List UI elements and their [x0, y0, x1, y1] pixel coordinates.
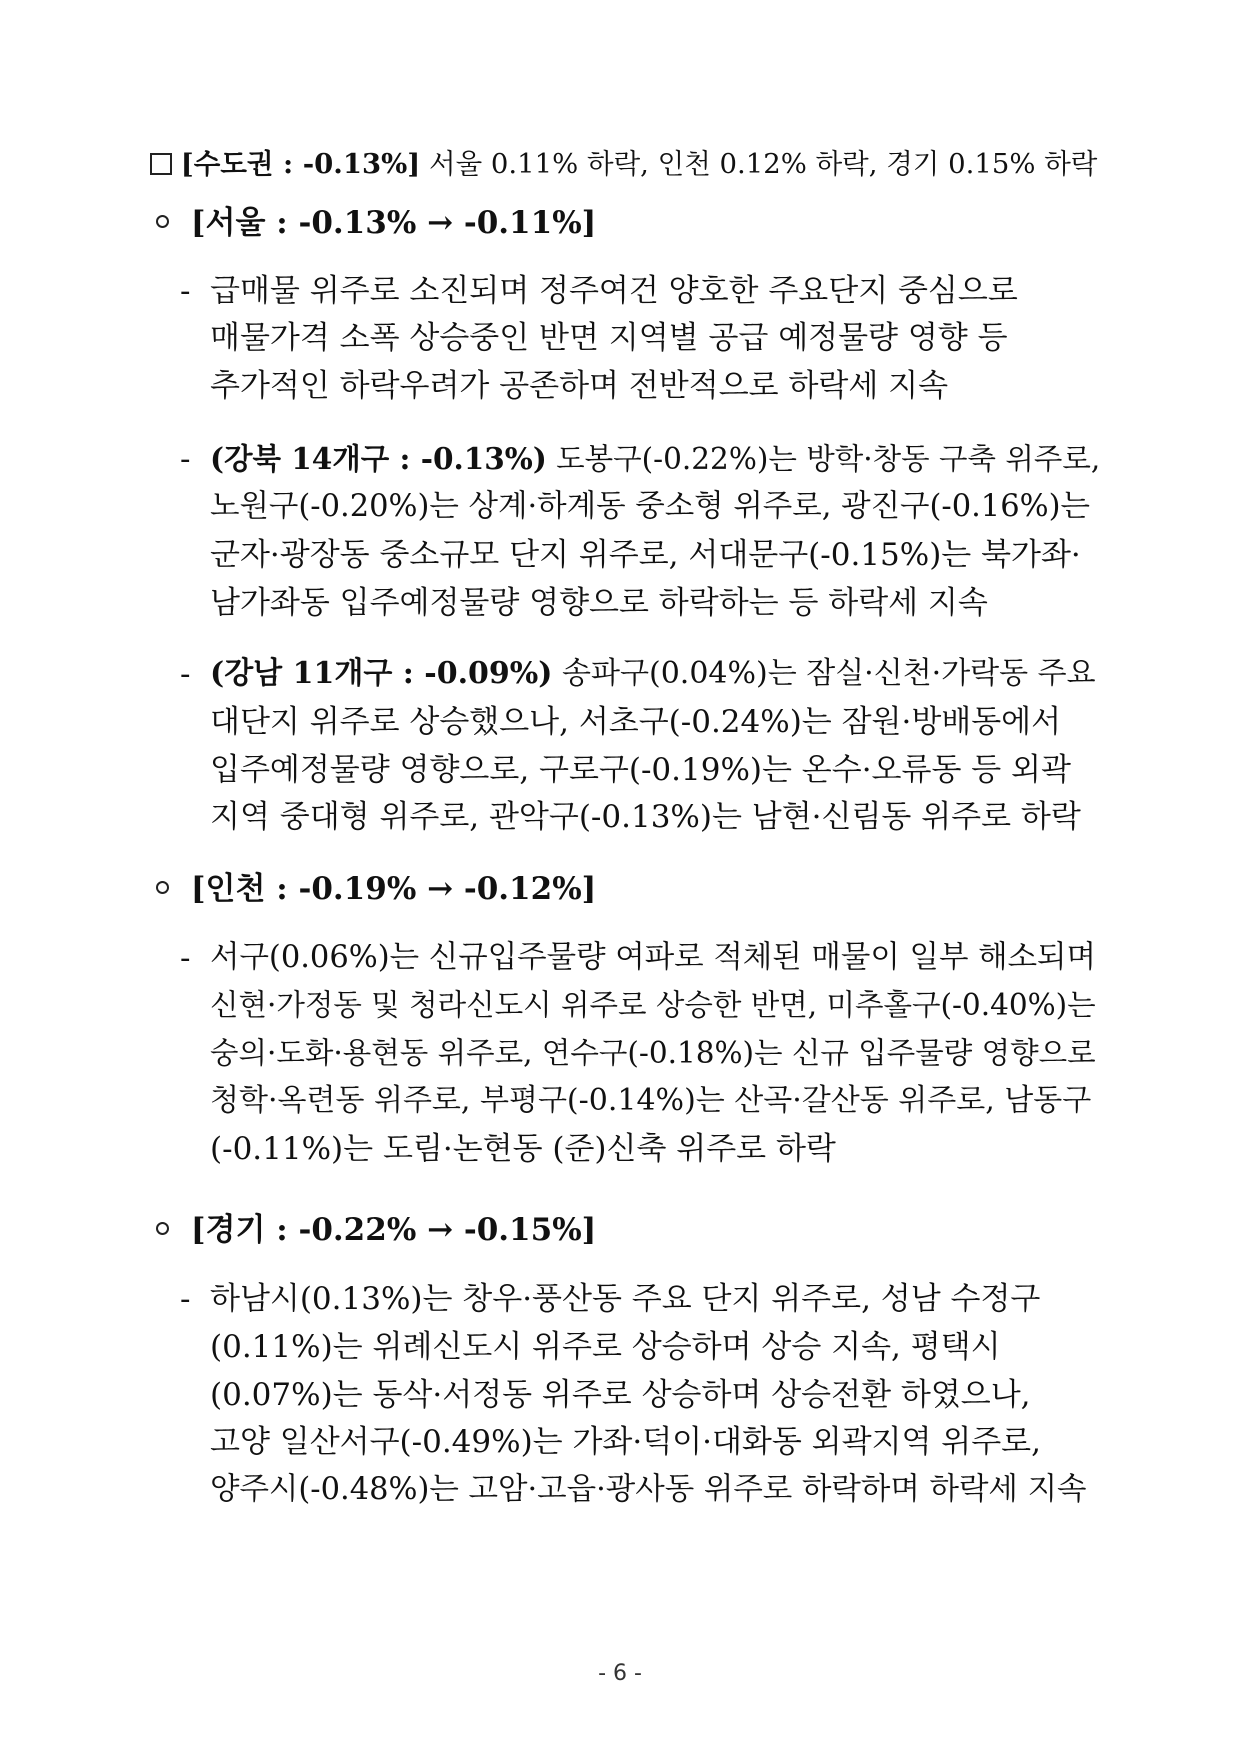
page-number: - 6 - [598, 1661, 642, 1686]
incheon-header [156, 869, 596, 909]
gangbuk-line1 [210, 439, 1101, 479]
dash-bullet: - [180, 940, 191, 976]
dash-bullet: - [180, 656, 191, 692]
capital-header [150, 144, 1098, 184]
incheon-line4: 청학·옥련동 위주로, 부평구(-0.14%)는 산곡·갈산동 위주로, 남동구 [210, 1083, 1092, 1118]
incheon-line2: 신현·가정동 및 청라신도시 위주로 상승한 반면, 미추홀구(-0.40%)는 [210, 988, 1096, 1022]
capital-text: 서울 0.11% 하락, 인천 0.12% 하락, 경기 0.15% 하락 [429, 148, 1098, 180]
gyeonggi-label: [경기 : -0.22% → -0.15%] [190, 1212, 597, 1248]
circle-bullet-icon [156, 1222, 169, 1235]
square-bullet-icon [150, 153, 172, 175]
seoul-header [156, 203, 596, 243]
seoul-bullet1-line1: 급매물 위주로 소진되며 정주여건 양호한 주요단지 중심으로 [210, 273, 1018, 309]
capital-label: [수도권 : -0.13%] [180, 148, 421, 180]
gangbuk-line1-text: 도봉구(-0.22%)는 방학·창동 구축 위주로, [556, 442, 1101, 476]
gyeonggi-line2: (0.11%)는 위례신도시 위주로 상승하며 상승 지속, 평택시 [210, 1329, 1001, 1365]
gangbuk-line4: 남가좌동 입주예정물량 영향으로 하락하는 등 하락세 지속 [210, 585, 988, 621]
gangnam-line3: 입주예정물량 영향으로, 구로구(-0.19%)는 온수·오류동 등 외곽 [210, 752, 1071, 788]
dash-bullet: - [180, 273, 191, 309]
gangbuk-label: (강북 14개구 : -0.13%) [210, 441, 547, 476]
gangbuk-line2: 노원구(-0.20%)는 상계·하계동 중소형 위주로, 광진구(-0.16%)는 [210, 489, 1090, 524]
gyeonggi-line1: 하남시(0.13%)는 창우·풍산동 주요 단지 위주로, 성남 수정구 [210, 1281, 1041, 1317]
incheon-label: [인천 : -0.19% → -0.12%] [190, 871, 597, 907]
gyeonggi-line4: 고양 일산서구(-0.49%)는 가좌·덕이·대화동 외곽지역 위주로, [210, 1424, 1041, 1460]
gangnam-line1-text: 송파구(0.04%)는 잠실·신천·가락동 주요 [562, 656, 1096, 691]
seoul-bullet1-line3: 추가적인 하락우려가 공존하며 전반적으로 하락세 지속 [210, 368, 949, 404]
gyeonggi-line5: 양주시(-0.48%)는 고암·고읍·광사동 위주로 하락하며 하락세 지속 [210, 1472, 1087, 1507]
seoul-bullet1-line2: 매물가격 소폭 상승중인 반면 지역별 공급 예정물량 영향 등 [210, 320, 1008, 356]
incheon-line3: 숭의·도화·용현동 위주로, 연수구(-0.18%)는 신규 입주물량 영향으로 [210, 1036, 1096, 1070]
dash-bullet: - [180, 1281, 191, 1317]
gangbuk-line3: 군자·광장동 중소규모 단지 위주로, 서대문구(-0.15%)는 북가좌· [210, 537, 1081, 573]
circle-bullet-icon [156, 881, 169, 894]
gangnam-line2: 대단지 위주로 상승했으나, 서초구(-0.24%)는 잠원·방배동에서 [210, 704, 1062, 740]
dash-bullet: - [180, 441, 191, 477]
incheon-line5: (-0.11%)는 도림·논현동 (준)신축 위주로 하락 [210, 1131, 836, 1167]
gangnam-label: (강남 11개구 : -0.09%) [210, 656, 553, 691]
gyeonggi-header [156, 1210, 596, 1250]
incheon-line1: 서구(0.06%)는 신규입주물량 여파로 적체된 매물이 일부 해소되며 [210, 940, 1096, 975]
circle-bullet-icon [156, 215, 169, 228]
gyeonggi-line3: (0.07%)는 동삭·서정동 위주로 상승하며 상승전환 하였으나, [210, 1377, 1031, 1413]
gangnam-line1 [210, 654, 1096, 694]
gangnam-line4: 지역 중대형 위주로, 관악구(-0.13%)는 남현·신림동 위주로 하락 [210, 799, 1081, 835]
seoul-label: [서울 : -0.13% → -0.11%] [190, 205, 597, 241]
